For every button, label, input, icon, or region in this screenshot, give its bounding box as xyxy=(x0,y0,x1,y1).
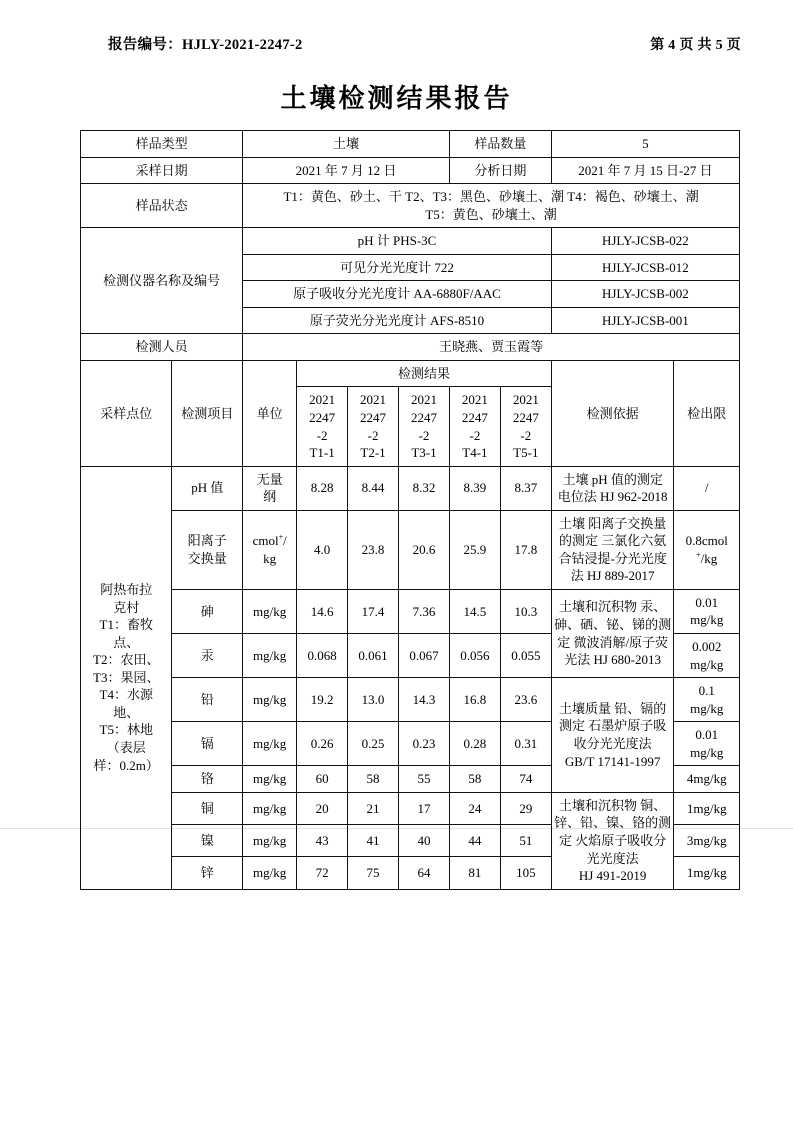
unit-zn: mg/kg xyxy=(243,857,297,889)
sampling-date-label: 采样日期 xyxy=(81,157,243,184)
sample-type-value: 土壤 xyxy=(243,131,450,158)
sample-id-line: -2 xyxy=(418,427,430,443)
unit-ph: 无量 纲 xyxy=(243,466,297,510)
value-hg-t2: 0.061 xyxy=(348,634,399,678)
table-row xyxy=(81,228,740,255)
staff-value: 王晓燕、贾玉霞等 xyxy=(243,334,740,361)
value-as-t5: 10.3 xyxy=(500,589,551,633)
value-cec-t1: 4.0 xyxy=(297,510,348,589)
page-number: 第 4 页 共 5 页 xyxy=(650,38,741,53)
value-cd-t3: 0.23 xyxy=(399,722,450,766)
unit-as: mg/kg xyxy=(243,589,297,633)
limit-ph: / xyxy=(674,466,740,510)
value-as-t4: 14.5 xyxy=(449,589,500,633)
value-cu-t3: 17 xyxy=(399,792,450,824)
sample-id-line: 2021 xyxy=(461,392,488,408)
value-pb-t4: 16.8 xyxy=(449,678,500,722)
value-cec-t5: 17.8 xyxy=(500,510,551,589)
unit-pb: mg/kg xyxy=(243,678,297,722)
basis-cu-ni-zn: 土壤和沉积物 铜、 锌、铅、镍、铬的测 定 火焰原子吸收分 光光度法 HJ 491-2019 xyxy=(551,792,674,889)
instrument-name-3: 原子荧光分光光度计 AFS-8510 xyxy=(243,307,552,334)
sample-id-line: 2021 xyxy=(360,392,387,408)
staff-label: 检测人员 xyxy=(81,334,243,361)
unit-hg: mg/kg xyxy=(243,634,297,678)
sample-id-line: 2247 xyxy=(360,410,387,426)
table-row xyxy=(81,792,740,824)
sample-count-label: 样品数量 xyxy=(449,131,551,158)
page-title: 土壤检测结果报告 xyxy=(280,84,513,113)
sample-id-line: 2247 xyxy=(309,410,336,426)
sample-id-line: T3-1 xyxy=(411,445,437,461)
value-cr-t4: 58 xyxy=(449,766,500,793)
table-row xyxy=(81,678,740,722)
instrument-name-2: 原子吸收分光光度计 AA-6880F/AAC xyxy=(243,281,552,308)
sample-type-label: 样品类型 xyxy=(81,131,243,158)
limit-ni: 3mg/kg xyxy=(674,825,740,857)
value-zn-t5: 105 xyxy=(500,857,551,889)
instrument-name-1: 可见分光光度计 722 xyxy=(243,254,552,281)
value-cr-t2: 58 xyxy=(348,766,399,793)
sample-id-line: -2 xyxy=(469,427,481,443)
item-cu: 铜 xyxy=(172,792,243,824)
table-row xyxy=(81,157,740,184)
value-pb-t1: 19.2 xyxy=(297,678,348,722)
limit-pb: 0.1 mg/kg xyxy=(674,678,740,722)
item-pb: 铅 xyxy=(172,678,243,722)
basis-pb-cd-cr: 土壤质量 铅、镉的 测定 石墨炉原子吸 收分光光度法 GB/T 17141-1997 xyxy=(551,678,674,793)
sample-id-4 xyxy=(500,387,551,466)
sample-id-line: 2021 xyxy=(410,392,437,408)
item-hg: 汞 xyxy=(172,634,243,678)
unit-cec: cmol+/ kg xyxy=(243,510,297,589)
sample-id-line: T5-1 xyxy=(513,445,539,461)
col-header-unit: 单位 xyxy=(243,360,297,466)
limit-cd: 0.01 mg/kg xyxy=(674,722,740,766)
value-zn-t3: 64 xyxy=(399,857,450,889)
value-ph-t1: 8.28 xyxy=(297,466,348,510)
value-ph-t4: 8.39 xyxy=(449,466,500,510)
basis-as-hg: 土壤和沉积物 汞、 砷、硒、铋、锑的测 定 微波消解/原子荧 光法 HJ 680-2013 xyxy=(551,589,674,677)
limit-cr: 4mg/kg xyxy=(674,766,740,793)
soil-test-result-table xyxy=(80,130,740,890)
unit-ni: mg/kg xyxy=(243,825,297,857)
limit-hg: 0.002 mg/kg xyxy=(674,634,740,678)
instrument-code-2: HJLY-JCSB-002 xyxy=(551,281,739,308)
value-zn-t1: 72 xyxy=(297,857,348,889)
value-as-t2: 17.4 xyxy=(348,589,399,633)
item-ph: pH 值 xyxy=(172,466,243,510)
limit-cec: 0.8cmol +/kg xyxy=(674,510,740,589)
value-hg-t1: 0.068 xyxy=(297,634,348,678)
report-number: 报告编号：HJLY-2021-2247-2 xyxy=(108,37,303,53)
col-header-site: 采样点位 xyxy=(81,360,172,466)
sample-id-line: 2021 xyxy=(512,392,539,408)
value-cr-t5: 74 xyxy=(500,766,551,793)
sample-state-label: 样品状态 xyxy=(81,184,243,228)
value-ph-t2: 8.44 xyxy=(348,466,399,510)
unit-cd: mg/kg xyxy=(243,722,297,766)
sample-id-line: T2-1 xyxy=(360,445,386,461)
table-row xyxy=(81,466,740,510)
sample-state-line-1: T1：黄色、砂土、干 T2、T3：黑色、砂壤土、潮 T4：褐色、砂壤土、潮 xyxy=(283,189,699,205)
sample-id-line: T1-1 xyxy=(309,445,335,461)
sample-id-line: 2247 xyxy=(410,410,437,426)
instrument-code-1: HJLY-JCSB-012 xyxy=(551,254,739,281)
value-ni-t1: 43 xyxy=(297,825,348,857)
value-cu-t5: 29 xyxy=(500,792,551,824)
value-as-t1: 14.6 xyxy=(297,589,348,633)
unit-cr: mg/kg xyxy=(243,766,297,793)
value-cd-t2: 0.25 xyxy=(348,722,399,766)
table-row xyxy=(81,510,740,589)
value-ph-t5: 8.37 xyxy=(500,466,551,510)
value-cd-t1: 0.26 xyxy=(297,722,348,766)
value-pb-t2: 13.0 xyxy=(348,678,399,722)
value-pb-t5: 23.6 xyxy=(500,678,551,722)
value-cu-t2: 21 xyxy=(348,792,399,824)
basis-cec: 土壤 阳离子交换量 的测定 三氯化六氨 合钴浸提-分光光度 法 HJ 889-2017 xyxy=(551,510,674,589)
sample-id-1 xyxy=(348,387,399,466)
sample-state-line-2: T5：黄色、砂壤土、潮 xyxy=(425,206,557,222)
table-header-row xyxy=(81,360,740,387)
value-ni-t5: 51 xyxy=(500,825,551,857)
value-cu-t1: 20 xyxy=(297,792,348,824)
basis-ph: 土壤 pH 值的测定 电位法 HJ 962-2018 xyxy=(551,466,674,510)
sample-state-value xyxy=(243,184,740,228)
sample-id-line: -2 xyxy=(316,427,328,443)
page-header xyxy=(108,33,741,54)
value-ni-t3: 40 xyxy=(399,825,450,857)
sample-id-2 xyxy=(399,387,450,466)
value-hg-t3: 0.067 xyxy=(399,634,450,678)
sample-id-line: -2 xyxy=(520,427,532,443)
col-header-item: 检测项目 xyxy=(172,360,243,466)
value-cec-t3: 20.6 xyxy=(399,510,450,589)
table-row xyxy=(81,184,740,228)
sample-id-line: -2 xyxy=(367,427,379,443)
sample-id-line: 2247 xyxy=(461,410,488,426)
value-cd-t4: 0.28 xyxy=(449,722,500,766)
limit-as: 0.01 mg/kg xyxy=(674,589,740,633)
value-cd-t5: 0.31 xyxy=(500,722,551,766)
instrument-label: 检测仪器名称及编号 xyxy=(81,228,243,334)
value-hg-t4: 0.056 xyxy=(449,634,500,678)
value-zn-t4: 81 xyxy=(449,857,500,889)
table-row xyxy=(81,334,740,361)
sampling-date-value: 2021 年 7 月 12 日 xyxy=(243,157,450,184)
sample-id-line: T4-1 xyxy=(462,445,488,461)
value-as-t3: 7.36 xyxy=(399,589,450,633)
sample-id-0 xyxy=(297,387,348,466)
value-cr-t3: 55 xyxy=(399,766,450,793)
sample-id-line: 2247 xyxy=(512,410,539,426)
col-header-detection-limit: 检出限 xyxy=(674,360,740,466)
instrument-name-0: pH 计 PHS-3C xyxy=(243,228,552,255)
value-ni-t2: 41 xyxy=(348,825,399,857)
value-cr-t1: 60 xyxy=(297,766,348,793)
analysis-date-value: 2021 年 7 月 15 日-27 日 xyxy=(551,157,739,184)
item-ni: 镍 xyxy=(172,825,243,857)
unit-cu: mg/kg xyxy=(243,792,297,824)
item-as: 砷 xyxy=(172,589,243,633)
value-hg-t5: 0.055 xyxy=(500,634,551,678)
table-row xyxy=(81,589,740,633)
sample-id-line: 2021 xyxy=(309,392,336,408)
instrument-code-3: HJLY-JCSB-001 xyxy=(551,307,739,334)
value-cec-t4: 25.9 xyxy=(449,510,500,589)
col-header-results: 检测结果 xyxy=(297,360,552,387)
value-cec-t2: 23.8 xyxy=(348,510,399,589)
value-ph-t3: 8.32 xyxy=(399,466,450,510)
value-pb-t3: 14.3 xyxy=(399,678,450,722)
col-header-basis: 检测依据 xyxy=(551,360,674,466)
item-zn: 锌 xyxy=(172,857,243,889)
value-zn-t2: 75 xyxy=(348,857,399,889)
value-cu-t4: 24 xyxy=(449,792,500,824)
limit-cu: 1mg/kg xyxy=(674,792,740,824)
sample-id-3 xyxy=(449,387,500,466)
table-row xyxy=(81,131,740,158)
item-cr: 铬 xyxy=(172,766,243,793)
sample-count-value: 5 xyxy=(551,131,739,158)
limit-zn: 1mg/kg xyxy=(674,857,740,889)
analysis-date-label: 分析日期 xyxy=(449,157,551,184)
value-ni-t4: 44 xyxy=(449,825,500,857)
item-cec: 阳离子 交换量 xyxy=(172,510,243,589)
item-cd: 镉 xyxy=(172,722,243,766)
instrument-code-0: HJLY-JCSB-022 xyxy=(551,228,739,255)
sampling-site-cell: 阿热布拉 克村 T1：畜牧 点、 T2：农田、 T3：果园、 T4：水源 地、 T5：林地 （表层 样：0.2m） xyxy=(81,466,172,889)
